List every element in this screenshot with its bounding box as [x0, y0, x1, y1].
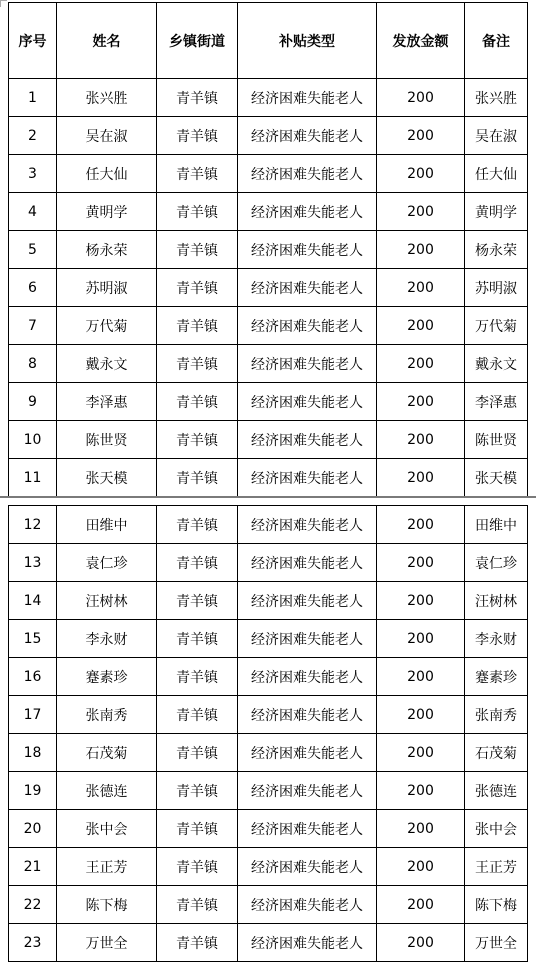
cell-serial: 6 — [9, 269, 57, 307]
cell-remarks: 蹇素珍 — [465, 658, 528, 696]
cell-subsidy-type: 经济困难失能老人 — [238, 307, 377, 345]
cell-serial: 9 — [9, 383, 57, 421]
cell-name: 杨永荣 — [57, 231, 157, 269]
cell-subsidy-type: 经济困难失能老人 — [238, 345, 377, 383]
cell-remarks: 戴永文 — [465, 345, 528, 383]
cell-subsidy-type: 经济困难失能老人 — [238, 231, 377, 269]
table-row — [9, 459, 528, 497]
table-row — [9, 193, 528, 231]
cell-serial: 5 — [9, 231, 57, 269]
cell-subsidy-type: 经济困难失能老人 — [238, 848, 377, 886]
cell-remarks: 张天模 — [465, 459, 528, 497]
cell-name: 万世全 — [57, 924, 157, 962]
cell-remarks: 万代菊 — [465, 307, 528, 345]
cell-serial: 16 — [9, 658, 57, 696]
table-row — [9, 886, 528, 924]
cell-remarks: 苏明淑 — [465, 269, 528, 307]
cell-amount: 200 — [377, 924, 465, 962]
cell-township: 青羊镇 — [157, 544, 238, 582]
cell-subsidy-type: 经济困难失能老人 — [238, 658, 377, 696]
cell-name: 李泽惠 — [57, 383, 157, 421]
cell-township: 青羊镇 — [157, 459, 238, 497]
cell-township: 青羊镇 — [157, 506, 238, 544]
cell-amount: 200 — [377, 772, 465, 810]
table-row — [9, 620, 528, 658]
cell-name: 张南秀 — [57, 696, 157, 734]
table-row — [9, 582, 528, 620]
cell-subsidy-type: 经济困难失能老人 — [238, 79, 377, 117]
header-remarks: 备注 — [465, 3, 528, 79]
cell-subsidy-type: 经济困难失能老人 — [238, 383, 377, 421]
cell-remarks: 张德连 — [465, 772, 528, 810]
cell-serial: 21 — [9, 848, 57, 886]
cell-subsidy-type: 经济困难失能老人 — [238, 620, 377, 658]
cell-remarks: 李泽惠 — [465, 383, 528, 421]
cell-subsidy-type: 经济困难失能老人 — [238, 421, 377, 459]
cell-amount: 200 — [377, 193, 465, 231]
cell-remarks: 田维中 — [465, 506, 528, 544]
cell-township: 青羊镇 — [157, 772, 238, 810]
cell-amount: 200 — [377, 117, 465, 155]
table-row — [9, 810, 528, 848]
cell-township: 青羊镇 — [157, 307, 238, 345]
cell-subsidy-type: 经济困难失能老人 — [238, 696, 377, 734]
cell-remarks: 石茂菊 — [465, 734, 528, 772]
cell-subsidy-type: 经济困难失能老人 — [238, 506, 377, 544]
cell-serial: 20 — [9, 810, 57, 848]
cell-subsidy-type: 经济困难失能老人 — [238, 117, 377, 155]
cell-remarks: 吴在淑 — [465, 117, 528, 155]
cell-subsidy-type: 经济困难失能老人 — [238, 155, 377, 193]
table-row — [9, 658, 528, 696]
cell-serial: 7 — [9, 307, 57, 345]
cell-township: 青羊镇 — [157, 117, 238, 155]
cell-township: 青羊镇 — [157, 421, 238, 459]
table-row — [9, 734, 528, 772]
table-row — [9, 924, 528, 962]
cell-serial: 10 — [9, 421, 57, 459]
cell-subsidy-type: 经济困难失能老人 — [238, 772, 377, 810]
cell-amount: 200 — [377, 582, 465, 620]
table-row — [9, 269, 528, 307]
table-row — [9, 696, 528, 734]
cell-subsidy-type: 经济困难失能老人 — [238, 544, 377, 582]
table-row — [9, 155, 528, 193]
cell-township: 青羊镇 — [157, 848, 238, 886]
cell-serial: 15 — [9, 620, 57, 658]
cell-serial: 14 — [9, 582, 57, 620]
cell-name: 李永财 — [57, 620, 157, 658]
cell-amount: 200 — [377, 810, 465, 848]
cell-amount: 200 — [377, 734, 465, 772]
cell-serial: 13 — [9, 544, 57, 582]
cell-township: 青羊镇 — [157, 620, 238, 658]
cell-name: 吴在淑 — [57, 117, 157, 155]
cell-serial: 18 — [9, 734, 57, 772]
header-amount: 发放金额 — [377, 3, 465, 79]
header-name: 姓名 — [57, 3, 157, 79]
cell-township: 青羊镇 — [157, 231, 238, 269]
subsidy-table-page-1 — [8, 2, 528, 497]
cell-remarks: 张兴胜 — [465, 79, 528, 117]
cell-name: 戴永文 — [57, 345, 157, 383]
cell-amount: 200 — [377, 421, 465, 459]
cell-name: 张天模 — [57, 459, 157, 497]
cell-subsidy-type: 经济困难失能老人 — [238, 459, 377, 497]
page-corner-mark — [0, 0, 7, 7]
table-row — [9, 506, 528, 544]
table-row — [9, 544, 528, 582]
cell-name: 汪树林 — [57, 582, 157, 620]
cell-amount: 200 — [377, 620, 465, 658]
cell-amount: 200 — [377, 155, 465, 193]
cell-township: 青羊镇 — [157, 886, 238, 924]
cell-amount: 200 — [377, 269, 465, 307]
cell-amount: 200 — [377, 696, 465, 734]
table-row — [9, 421, 528, 459]
cell-township: 青羊镇 — [157, 345, 238, 383]
cell-name: 袁仁珍 — [57, 544, 157, 582]
table-row — [9, 307, 528, 345]
cell-subsidy-type: 经济困难失能老人 — [238, 193, 377, 231]
cell-remarks: 王正芳 — [465, 848, 528, 886]
cell-subsidy-type: 经济困难失能老人 — [238, 886, 377, 924]
cell-township: 青羊镇 — [157, 924, 238, 962]
cell-remarks: 李永财 — [465, 620, 528, 658]
table-row — [9, 848, 528, 886]
cell-name: 张中会 — [57, 810, 157, 848]
header-township: 乡镇街道 — [157, 3, 238, 79]
cell-serial: 11 — [9, 459, 57, 497]
cell-amount: 200 — [377, 383, 465, 421]
cell-township: 青羊镇 — [157, 696, 238, 734]
table-row — [9, 345, 528, 383]
cell-amount: 200 — [377, 886, 465, 924]
cell-amount: 200 — [377, 506, 465, 544]
cell-subsidy-type: 经济困难失能老人 — [238, 582, 377, 620]
cell-township: 青羊镇 — [157, 193, 238, 231]
header-subsidy-type: 补贴类型 — [238, 3, 377, 79]
cell-remarks: 袁仁珍 — [465, 544, 528, 582]
table-row — [9, 79, 528, 117]
cell-amount: 200 — [377, 658, 465, 696]
cell-subsidy-type: 经济困难失能老人 — [238, 734, 377, 772]
cell-remarks: 万世全 — [465, 924, 528, 962]
page-break-divider — [0, 496, 536, 498]
cell-amount: 200 — [377, 79, 465, 117]
cell-serial: 4 — [9, 193, 57, 231]
cell-remarks: 陈世贤 — [465, 421, 528, 459]
cell-remarks: 黄明学 — [465, 193, 528, 231]
cell-township: 青羊镇 — [157, 269, 238, 307]
cell-serial: 19 — [9, 772, 57, 810]
cell-remarks: 陈下梅 — [465, 886, 528, 924]
cell-township: 青羊镇 — [157, 582, 238, 620]
cell-township: 青羊镇 — [157, 383, 238, 421]
cell-name: 王正芳 — [57, 848, 157, 886]
cell-name: 万代菊 — [57, 307, 157, 345]
cell-amount: 200 — [377, 459, 465, 497]
cell-name: 苏明淑 — [57, 269, 157, 307]
cell-amount: 200 — [377, 307, 465, 345]
cell-name: 陈下梅 — [57, 886, 157, 924]
cell-subsidy-type: 经济困难失能老人 — [238, 924, 377, 962]
table-row — [9, 383, 528, 421]
table-row — [9, 772, 528, 810]
table-row — [9, 117, 528, 155]
cell-serial: 22 — [9, 886, 57, 924]
cell-subsidy-type: 经济困难失能老人 — [238, 810, 377, 848]
header-serial: 序号 — [9, 3, 57, 79]
cell-name: 张德连 — [57, 772, 157, 810]
cell-name: 蹇素珍 — [57, 658, 157, 696]
table-row — [9, 231, 528, 269]
cell-township: 青羊镇 — [157, 658, 238, 696]
cell-name: 陈世贤 — [57, 421, 157, 459]
cell-subsidy-type: 经济困难失能老人 — [238, 269, 377, 307]
subsidy-table-page-2 — [8, 505, 528, 962]
cell-serial: 12 — [9, 506, 57, 544]
cell-township: 青羊镇 — [157, 810, 238, 848]
cell-name: 任大仙 — [57, 155, 157, 193]
cell-amount: 200 — [377, 544, 465, 582]
cell-name: 田维中 — [57, 506, 157, 544]
cell-serial: 3 — [9, 155, 57, 193]
cell-remarks: 张中会 — [465, 810, 528, 848]
cell-amount: 200 — [377, 345, 465, 383]
cell-remarks: 张南秀 — [465, 696, 528, 734]
cell-name: 石茂菊 — [57, 734, 157, 772]
cell-name: 张兴胜 — [57, 79, 157, 117]
cell-amount: 200 — [377, 848, 465, 886]
table-header-row — [9, 3, 528, 79]
cell-serial: 2 — [9, 117, 57, 155]
cell-remarks: 杨永荣 — [465, 231, 528, 269]
cell-serial: 23 — [9, 924, 57, 962]
cell-name: 黄明学 — [57, 193, 157, 231]
cell-remarks: 汪树林 — [465, 582, 528, 620]
cell-serial: 17 — [9, 696, 57, 734]
cell-remarks: 任大仙 — [465, 155, 528, 193]
cell-serial: 8 — [9, 345, 57, 383]
cell-township: 青羊镇 — [157, 79, 238, 117]
cell-amount: 200 — [377, 231, 465, 269]
cell-township: 青羊镇 — [157, 734, 238, 772]
cell-serial: 1 — [9, 79, 57, 117]
cell-township: 青羊镇 — [157, 155, 238, 193]
